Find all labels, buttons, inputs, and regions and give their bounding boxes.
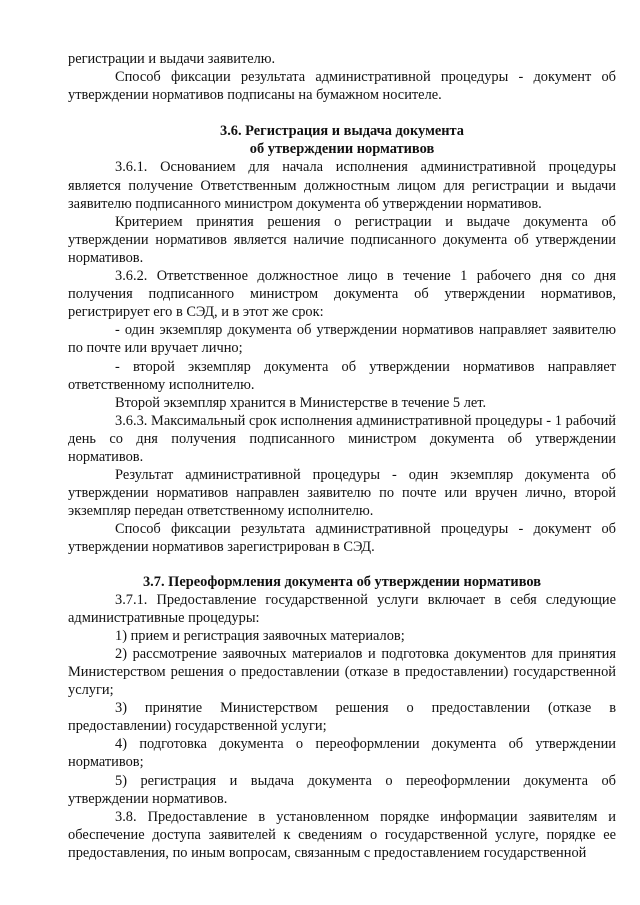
list-item-procedure-2: 2) рассмотрение заявочных материалов и подготовка документов для принятия Министерством решения о предоставлении (отказе в предоставлении) государственной услуги; <box>68 645 616 699</box>
list-item-second-copy: - второй экземпляр документа об утверждении нормативов направляет ответственному исполнителю. <box>68 358 616 393</box>
paragraph-result: Результат административной процедуры - один экземпляр документа об утверждении нормативов направлен заявителю по почте или вручен лично, второй экземпляр передан ответственному исполнителю. <box>68 467 616 520</box>
paragraph-fixation: Способ фиксации результата административной процедуры - документ об утверждении нормативов зарегистрирован в СЭД. <box>68 521 616 556</box>
list-item-first-copy: - один экземпляр документа об утверждении нормативов направляет заявителю по почте или вручает лично; <box>68 322 616 357</box>
spacer <box>68 557 616 573</box>
paragraph-storage: Второй экземпляр хранится в Министерстве в течение 5 лет. <box>115 394 487 411</box>
paragraph-3-6-3: 3.6.3. Максимальный срок исполнения административной процедуры - 1 рабочий день со дня получения подписанного министром документа об утверждении нормативов. <box>68 412 616 465</box>
paragraph-3-6-1: 3.6.1. Основанием для начала исполнения административной процедуры является получение Ответственным должностным лицом для регистрации и выдачи заявителю подписанного министром документа об утверждении нормативов. <box>68 159 616 212</box>
paragraph-criterion: Критерием принятия решения о регистрации и выдаче документа об утверждении нормативов является наличие подписанного документа об утверждении нормативов. <box>68 213 616 266</box>
paragraph-3-8: 3.8. Предоставление в установленном порядке информации заявителям и обеспечение доступа заявителей к сведениям о государственной услуге, порядке ее предоставления, по иным вопросам, связанным с предоставлением государственной <box>68 808 616 861</box>
paragraph-3-6-2: 3.6.2. Ответственное должностное лицо в течение 1 рабочего дня со дня получения подписанного министром документа об утверждении нормативов, регистрирует его в СЭД, и в этот же срок: <box>68 268 616 321</box>
section-3-6-title-line-2: об утверждении нормативов <box>249 141 435 158</box>
section-3-7-title: 3.7. Переоформления документа об утверждении нормативов <box>142 573 542 590</box>
intro-paragraph-1: регистрации и выдачи заявителю. <box>68 51 276 67</box>
list-item-procedure-4: 4) подготовка документа о переоформлении документа об утверждении нормативов; <box>68 736 616 771</box>
list-item-procedure-3: 3) принятие Министерством решения о предоставлении (отказе в предоставлении) государственной услуги; <box>68 700 616 735</box>
intro-paragraph-2: Способ фиксации результата административной процедуры - документ об утверждении нормативов подписаны на бумажном носителе. <box>68 69 616 104</box>
list-item-procedure-1: 1) прием и регистрация заявочных материалов; <box>115 627 405 644</box>
list-item-procedure-5: 5) регистрация и выдача документа о переоформлении документа об утверждении нормативов. <box>68 772 616 807</box>
section-3-6-title-line-1: 3.6. Регистрация и выдача документа <box>220 123 464 140</box>
spacer <box>68 104 616 122</box>
paragraph-3-7-1: 3.7.1. Предоставление государственной услуги включает в себя следующие административные процедуры: <box>68 591 616 626</box>
